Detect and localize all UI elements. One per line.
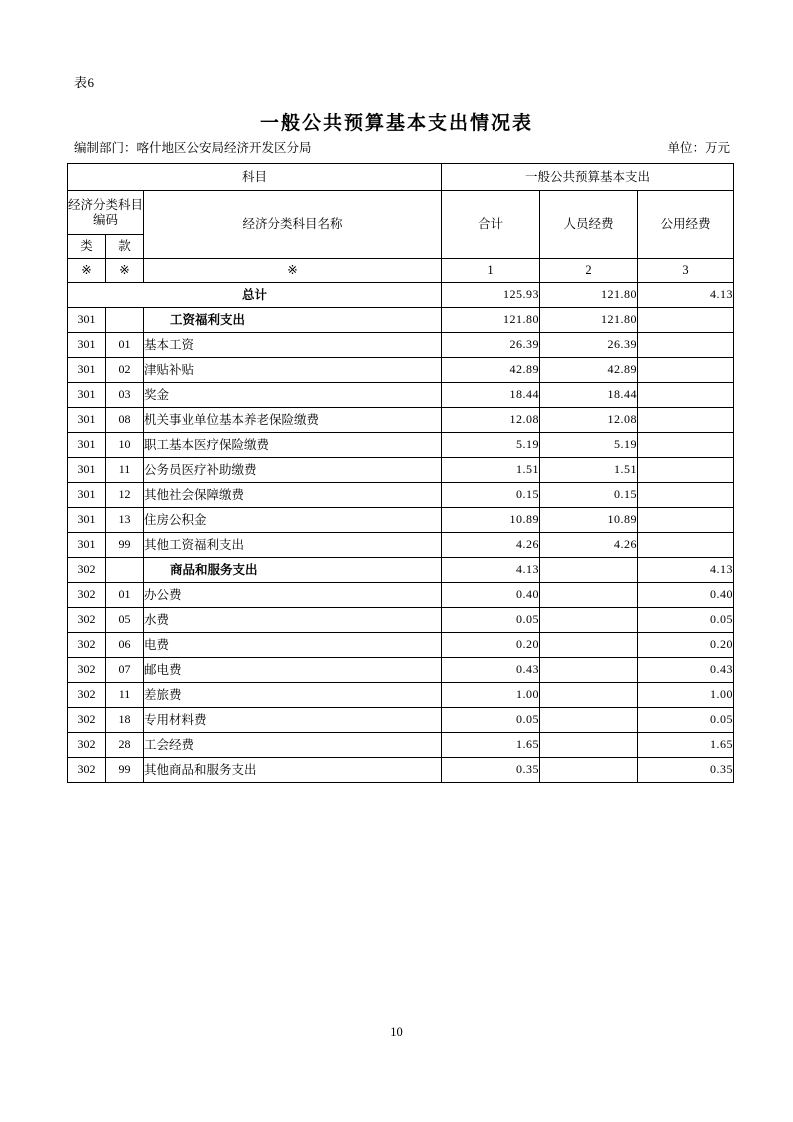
row-code-item: 28: [106, 733, 144, 758]
row-code-item: 99: [106, 758, 144, 783]
row-value-total: 1.51: [442, 458, 540, 483]
row-value-public: 0.43: [638, 658, 734, 683]
row-code-class: 302: [68, 658, 106, 683]
row-code-class: 302: [68, 758, 106, 783]
row-value-public: [638, 433, 734, 458]
row-name: 其他工资福利支出: [144, 533, 442, 558]
row-name: 公务员医疗补助缴费: [144, 458, 442, 483]
row-value-personnel: [540, 608, 638, 633]
row-code-class: 301: [68, 433, 106, 458]
row-value-public: [638, 508, 734, 533]
row-value-personnel: 1.51: [540, 458, 638, 483]
row-value-public: [638, 408, 734, 433]
row-code-class: 302: [68, 558, 106, 583]
row-value-personnel: 12.08: [540, 408, 638, 433]
row-code-item: 10: [106, 433, 144, 458]
row-code-class: 301: [68, 408, 106, 433]
header-num-3: 3: [638, 259, 734, 283]
row-name: 总计: [68, 283, 442, 308]
row-name: 住房公积金: [144, 508, 442, 533]
header-code-item: 款: [106, 235, 144, 259]
row-value-total: 1.65: [442, 733, 540, 758]
table-label: 表6: [74, 75, 95, 90]
table-row: [68, 508, 734, 533]
row-value-public: 4.13: [638, 283, 734, 308]
row-code-class: 302: [68, 733, 106, 758]
table-row: [68, 308, 734, 333]
row-code-class: 301: [68, 533, 106, 558]
row-value-personnel: 0.15: [540, 483, 638, 508]
row-value-total: 4.26: [442, 533, 540, 558]
header-subject-group: 科目: [68, 164, 442, 191]
table-row: [68, 658, 734, 683]
row-code-item: 05: [106, 608, 144, 633]
row-name: 差旅费: [144, 683, 442, 708]
row-value-personnel: 42.89: [540, 358, 638, 383]
row-code-item: 08: [106, 408, 144, 433]
row-value-personnel: 26.39: [540, 333, 638, 358]
row-code-item: 01: [106, 583, 144, 608]
row-code-item: 13: [106, 508, 144, 533]
header-col-total: 合计: [442, 191, 540, 259]
row-value-total: 0.05: [442, 608, 540, 633]
row-value-total: 4.13: [442, 558, 540, 583]
row-code-class: 301: [68, 383, 106, 408]
row-name: 电费: [144, 633, 442, 658]
row-name: 职工基本医疗保险缴费: [144, 433, 442, 458]
row-value-public: 0.05: [638, 708, 734, 733]
header-col-personnel: 人员经费: [540, 191, 638, 259]
table-row: [68, 758, 734, 783]
row-value-public: 1.65: [638, 733, 734, 758]
row-value-public: 1.00: [638, 683, 734, 708]
row-value-personnel: [540, 633, 638, 658]
row-code-item: 11: [106, 683, 144, 708]
row-code-class: 302: [68, 708, 106, 733]
table-row: [68, 333, 734, 358]
row-code-class: 302: [68, 633, 106, 658]
row-value-personnel: [540, 683, 638, 708]
header-mark-name: ※: [144, 259, 442, 283]
row-name: 其他商品和服务支出: [144, 758, 442, 783]
row-name: 办公费: [144, 583, 442, 608]
row-code-class: 302: [68, 583, 106, 608]
header-num-2: 2: [540, 259, 638, 283]
row-code-class: 302: [68, 683, 106, 708]
row-value-total: 42.89: [442, 358, 540, 383]
row-value-personnel: 5.19: [540, 433, 638, 458]
table-header: [68, 164, 734, 283]
row-code-class: 302: [68, 608, 106, 633]
row-name: 基本工资: [144, 333, 442, 358]
row-value-total: 18.44: [442, 383, 540, 408]
row-name: 其他社会保障缴费: [144, 483, 442, 508]
row-code-item: 07: [106, 658, 144, 683]
table-row: [68, 708, 734, 733]
row-code-item: [106, 558, 144, 583]
row-name: 工资福利支出: [144, 308, 442, 333]
header-mark-item: ※: [106, 259, 144, 283]
row-value-total: 1.00: [442, 683, 540, 708]
row-value-total: 0.40: [442, 583, 540, 608]
header-name-column: 经济分类科目名称: [144, 191, 442, 259]
row-value-personnel: [540, 758, 638, 783]
row-value-public: [638, 358, 734, 383]
header-code-class: 类: [68, 235, 106, 259]
table-row: [68, 533, 734, 558]
row-value-total: 0.35: [442, 758, 540, 783]
row-name: 奖金: [144, 383, 442, 408]
row-code-item: 18: [106, 708, 144, 733]
row-code-item: [106, 308, 144, 333]
document-meta: [74, 138, 730, 156]
row-value-personnel: [540, 733, 638, 758]
row-value-public: [638, 333, 734, 358]
row-value-total: 5.19: [442, 433, 540, 458]
row-code-class: 301: [68, 508, 106, 533]
table-row: [68, 683, 734, 708]
row-value-personnel: [540, 708, 638, 733]
row-code-item: 01: [106, 333, 144, 358]
row-value-personnel: 121.80: [540, 308, 638, 333]
row-code-item: 99: [106, 533, 144, 558]
header-mark-class: ※: [68, 259, 106, 283]
row-code-item: 02: [106, 358, 144, 383]
row-value-total: 121.80: [442, 308, 540, 333]
row-code-class: 301: [68, 333, 106, 358]
unit-label: 单位：万元: [667, 141, 730, 155]
row-name: 津贴补贴: [144, 358, 442, 383]
row-value-total: 0.05: [442, 708, 540, 733]
row-value-public: [638, 533, 734, 558]
row-name: 机关事业单位基本养老保险缴费: [144, 408, 442, 433]
budget-table: [67, 163, 734, 783]
row-value-total: 125.93: [442, 283, 540, 308]
row-value-personnel: 18.44: [540, 383, 638, 408]
row-value-personnel: [540, 558, 638, 583]
row-value-public: 0.20: [638, 633, 734, 658]
row-value-public: [638, 483, 734, 508]
row-value-public: 0.35: [638, 758, 734, 783]
table-row: [68, 583, 734, 608]
row-code-class: 301: [68, 308, 106, 333]
row-value-public: [638, 383, 734, 408]
row-value-personnel: [540, 658, 638, 683]
row-name: 商品和服务支出: [144, 558, 442, 583]
row-value-public: 0.40: [638, 583, 734, 608]
table-row: [68, 633, 734, 658]
department-label: 编制部门：喀什地区公安局经济开发区分局: [74, 141, 312, 155]
row-value-personnel: 4.26: [540, 533, 638, 558]
header-col-public: 公用经费: [638, 191, 734, 259]
row-value-total: 0.20: [442, 633, 540, 658]
table-row: [68, 408, 734, 433]
row-name: 水费: [144, 608, 442, 633]
table-row: [68, 358, 734, 383]
row-code-item: 11: [106, 458, 144, 483]
row-value-total: 12.08: [442, 408, 540, 433]
row-value-public: 0.05: [638, 608, 734, 633]
row-name: 邮电费: [144, 658, 442, 683]
row-code-item: 03: [106, 383, 144, 408]
page-number: 10: [390, 1025, 403, 1039]
row-value-total: 26.39: [442, 333, 540, 358]
row-code-item: 12: [106, 483, 144, 508]
row-value-total: 10.89: [442, 508, 540, 533]
header-code-group: 经济分类科目编码: [68, 191, 144, 235]
row-code-class: 301: [68, 483, 106, 508]
table-row: [68, 483, 734, 508]
row-code-class: 301: [68, 358, 106, 383]
row-name: 工会经费: [144, 733, 442, 758]
row-value-public: 4.13: [638, 558, 734, 583]
row-name: 专用材料费: [144, 708, 442, 733]
row-value-public: [638, 308, 734, 333]
row-value-personnel: 121.80: [540, 283, 638, 308]
row-value-public: [638, 458, 734, 483]
row-code-class: 301: [68, 458, 106, 483]
table-body: [68, 283, 734, 783]
table-row: [68, 733, 734, 758]
table-row: [68, 433, 734, 458]
table-row: [68, 608, 734, 633]
row-code-item: 06: [106, 633, 144, 658]
row-value-personnel: [540, 583, 638, 608]
row-value-total: 0.15: [442, 483, 540, 508]
header-expenditure-group: 一般公共预算基本支出: [442, 164, 734, 191]
header-num-1: 1: [442, 259, 540, 283]
table-row: [68, 383, 734, 408]
row-value-total: 0.43: [442, 658, 540, 683]
row-value-personnel: 10.89: [540, 508, 638, 533]
table-row: [68, 283, 734, 308]
table-row: [68, 558, 734, 583]
page-title: 一般公共预算基本支出情况表: [259, 113, 533, 134]
table-row: [68, 458, 734, 483]
